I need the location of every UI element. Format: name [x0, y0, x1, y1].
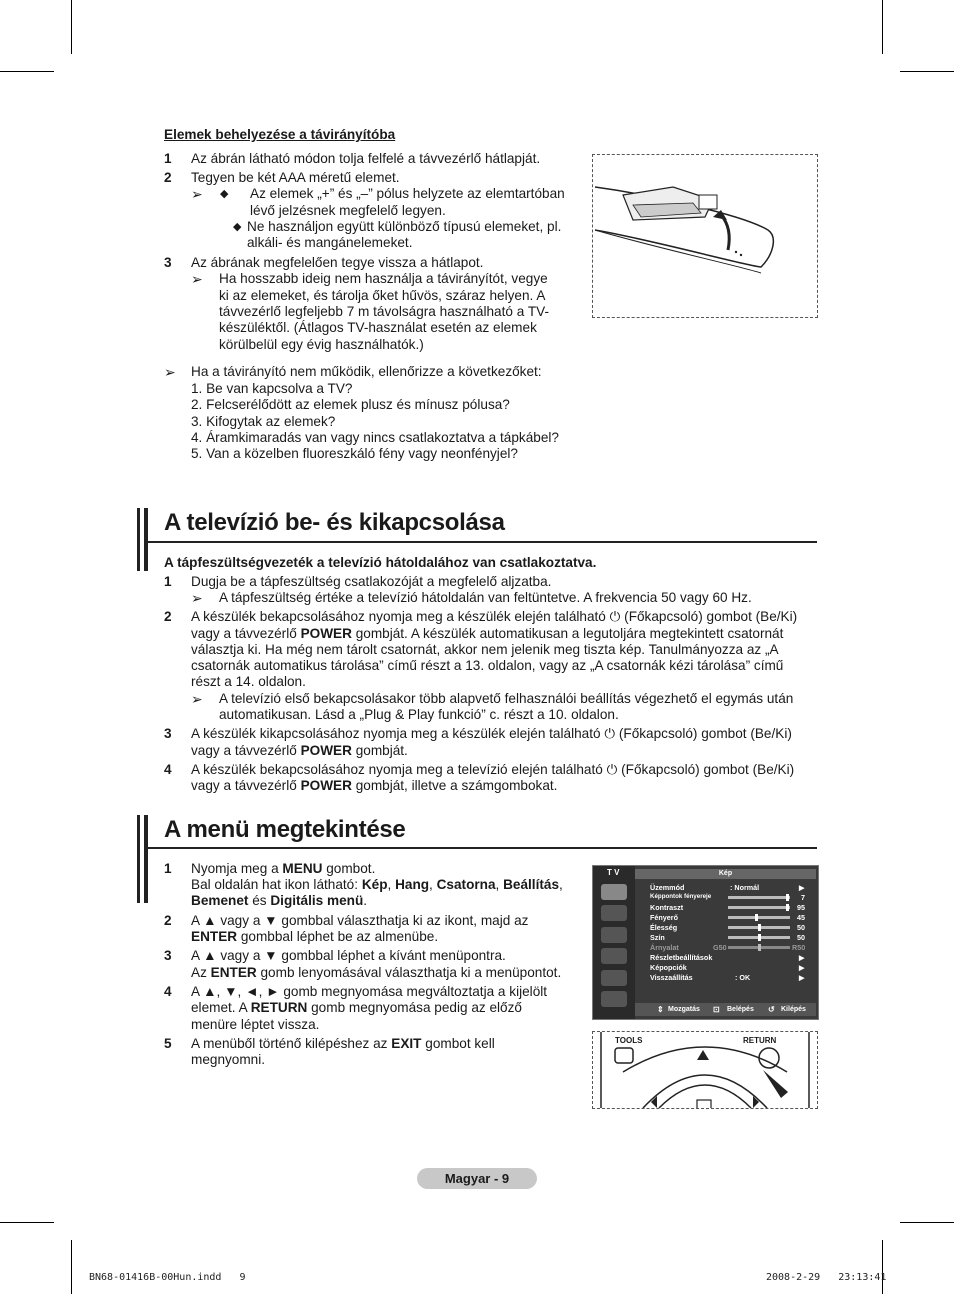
channel-icon [601, 927, 627, 943]
step-number: 2 [164, 913, 172, 928]
step-number: 3 [164, 948, 172, 963]
crop-mark [0, 1222, 54, 1223]
note-arrow-icon: ➢ [164, 364, 176, 380]
note-line: Ha hosszabb ideig nem használja a távirányítót, vegye [219, 271, 548, 286]
step-text: választja ki. Ha még nem tárolt csatornát, akkor nem jelenik meg tiszta kép. Tanulmányozza az „A [191, 642, 779, 657]
step-number: 3 [164, 255, 172, 270]
note-line: A tápfeszültség értéke a televízió hátoldalán van feltüntetve. A frekvencia 50 vagy 60 Hz. [219, 590, 752, 605]
tv-menu-screenshot [592, 865, 819, 1020]
tint-r-value: R50 [792, 943, 806, 952]
step-text: Tegyen be két AAA méretű elemet. [191, 170, 400, 185]
heading-bar [137, 508, 140, 571]
note-arrow-icon: ➢ [191, 271, 203, 287]
picture-icon [601, 884, 627, 900]
slider [728, 896, 790, 899]
note-line: A televízió első bekapcsolásakor több alapvető felhasználói beállítás végezhető el egymás után [219, 691, 794, 706]
chevron-right-icon: ▶ [799, 973, 805, 982]
enter-label: Belépés [727, 1006, 754, 1013]
tv-label: T V [607, 868, 620, 877]
step-text: Dugja be a tápfeszültség csatlakozóját a megfelelő aljzatba. [191, 574, 552, 589]
note-line: távvezérlő legfeljebb 7 m távolságra használható a TV- [219, 304, 549, 319]
setup-icon [601, 948, 627, 964]
step-text: A ▲ vagy a ▼ gombbal választhatja ki az ikont, majd az [191, 913, 529, 928]
check-item: 3. Kifogytak az elemek? [191, 414, 336, 429]
footer-file: BN68-01416B-00Hun.indd 9 [89, 1272, 246, 1283]
input-icon [601, 970, 627, 986]
crop-mark [882, 0, 883, 54]
step-text: vagy a távvezérlő POWER gombját. A készülék automatikusan a legutoljára megtekintett csatornát [191, 626, 784, 641]
slider [728, 906, 790, 909]
tools-label: TOOLS [615, 1036, 643, 1045]
tint-g-value: G50 [713, 943, 727, 952]
heading-rule [148, 541, 817, 543]
step-text: A készülék bekapcsolásához nyomja meg a készülék elején található ⏻ (Főkapcsoló) gombot (Be/Ki) [191, 609, 798, 624]
remote-battery-illustration [592, 154, 818, 318]
step-number: 4 [164, 984, 172, 999]
menu-row-mode: Üzemmód [650, 883, 685, 892]
bullet-text: Ne használjon együtt különböző típusú elemeket, pl. [247, 219, 562, 234]
step-text: A készülék kikapcsolásához nyomja meg a készülék elején található ⏻ (Főkapcsoló) gombot (Be/Ki) [191, 726, 792, 741]
return-label: RETURN [743, 1036, 777, 1045]
step-number: 1 [164, 861, 172, 876]
check-item: 2. Felcserélődött az elemek plusz és mínusz pólusa? [191, 397, 510, 412]
row-value: 7 [801, 893, 805, 902]
heading-bar [137, 815, 140, 903]
menu-row-color: Szín [650, 933, 665, 942]
step-text: csatornák automatikus tárolása” című részt a 13. oldalon, vagy az „A csatornák kézi tárolása” című [191, 658, 784, 673]
menu-row-tint: Árnyalat [650, 943, 679, 952]
page-number-badge: Magyar - 9 [417, 1168, 537, 1189]
menu-row-reset: Visszaállítás [650, 973, 693, 982]
step-number: 4 [164, 762, 172, 777]
step-number: 1 [164, 574, 172, 589]
slider-knob [786, 894, 789, 901]
step-text: megnyomni. [191, 1052, 266, 1067]
note-arrow-icon: ➢ [191, 691, 203, 707]
return-icon: ↺ [768, 1005, 775, 1014]
slider [728, 926, 790, 929]
sound-icon [601, 905, 627, 921]
crop-mark [71, 1240, 72, 1294]
step-text: Az ábrának megfelelően tegye vissza a hátlapot. [191, 255, 484, 270]
step-text: Az ENTER gomb lenyomásával választhatja ki a menüpontot. [191, 965, 562, 980]
section-title-power: A televízió be- és kikapcsolása [164, 509, 505, 536]
step-number: 1 [164, 151, 172, 166]
crop-mark [71, 0, 72, 54]
step-text: Bemenet és Digitális menü. [191, 893, 368, 908]
step-text: A ▲ vagy a ▼ gombbal léphet a kívánt menüpontra. [191, 948, 506, 963]
bullet-text: lévő jelzésnek megfelelő legyen. [250, 203, 446, 218]
menu-row-brightness: Fényerő [650, 913, 678, 922]
row-value: 50 [797, 923, 805, 932]
footer-date: 2008-2-29 23:13:41 [766, 1272, 887, 1283]
step-text: vagy a távvezérlő POWER gombját, illetve a számgombokat. [191, 778, 558, 793]
menu-row-cell-light: Képpontok fényereje [650, 893, 712, 900]
step-text: részt a 14. oldalon. [191, 674, 306, 689]
step-text: A ▲, ▼, ◄, ► gomb megnyomása megváltoztatja a kijelölt [191, 984, 548, 999]
slider [728, 916, 790, 919]
step-number: 2 [164, 609, 172, 624]
menu-row-detailed: Részletbeállítások [650, 953, 713, 962]
menu-row-sharpness: Élesség [650, 923, 678, 932]
nav-label: Mozgatás [668, 1006, 700, 1013]
diamond-bullet-icon: ◆ [220, 188, 229, 200]
slider [728, 946, 790, 949]
slider-knob [758, 934, 761, 941]
heading-rule [148, 847, 817, 849]
crop-mark [882, 1240, 883, 1294]
bullet-text: Az elemek „+” és „–” pólus helyzete az elemtartóban [250, 186, 565, 201]
exit-label: Kilépés [781, 1006, 806, 1013]
step-text: Bal oldalán hat ikon látható: Kép, Hang, Csatorna, Beállítás, [191, 877, 563, 892]
step-text: vagy a távvezérlő POWER gombját. [191, 743, 408, 758]
check-item: 4. Áramkimaradás van vagy nincs csatlakoztatva a tápkábel? [191, 430, 559, 445]
step-text: Az ábrán látható módon tolja felfelé a távvezérlő hátlapját. [191, 151, 541, 166]
reset-value: : OK [735, 973, 751, 982]
subtitle: A tápfeszültségvezeték a televízió hátoldalához van csatlakoztatva. [164, 555, 597, 570]
mode-value: : Normál [730, 883, 760, 892]
slider-knob [758, 944, 761, 951]
slider-knob [786, 904, 789, 911]
digital-menu-icon [601, 991, 627, 1007]
step-text: A készülék bekapcsolásához nyomja meg a televízió elején található ⏻ (Főkapcsoló) gombot (Be/Ki) [191, 762, 795, 777]
step-number: 2 [164, 170, 172, 185]
check-item: 5. Van a közelben fluoreszkáló fény vagy neonfényjel? [191, 446, 518, 461]
remote-buttons-illustration [592, 1031, 818, 1109]
step-text: A menüből történő kilépéshez az EXIT gombot kell [191, 1036, 495, 1051]
heading-bar [144, 815, 148, 903]
note-line: készüléktől. (Átlagos TV-használat esetén az elemek [219, 320, 537, 335]
chevron-right-icon: ▶ [799, 883, 805, 892]
row-value: 95 [797, 903, 805, 912]
chevron-right-icon: ▶ [799, 963, 805, 972]
note-arrow-icon: ➢ [191, 590, 203, 606]
note-line: körülbelül egy évig használhatók.) [219, 337, 424, 352]
menu-row-contrast: Kontraszt [650, 903, 684, 912]
crop-mark [0, 71, 54, 72]
menu-footer [635, 1003, 816, 1016]
diamond-bullet-icon: ◆ [233, 221, 242, 233]
note-line: automatikusan. Lásd a „Plug & Play funkció” c. részt a 10. oldalon. [219, 707, 619, 722]
step-text: menüre léptet vissza. [191, 1017, 320, 1032]
row-value: 50 [797, 933, 805, 942]
step-text: Nyomja meg a MENU gombot. [191, 861, 376, 876]
menu-title: Kép [635, 869, 816, 879]
section-title-menu: A menü megtekintése [164, 816, 406, 843]
slider [728, 936, 790, 939]
check-intro: Ha a távirányító nem működik, ellenőrizze a következőket: [191, 364, 542, 379]
step-text: elemet. A RETURN gomb megnyomása pedig az előző [191, 1000, 522, 1015]
step-number: 3 [164, 726, 172, 741]
slider-knob [758, 924, 761, 931]
remote-drawing [593, 155, 817, 317]
crop-mark [900, 1222, 954, 1223]
row-value: 45 [797, 913, 805, 922]
step-text: ENTER gombbal léphet be az almenübe. [191, 929, 439, 944]
menu-row-options: Képopciók [650, 963, 687, 972]
slider-knob [755, 914, 758, 921]
crop-mark [900, 71, 954, 72]
note-arrow-icon: ➢ [191, 186, 203, 202]
heading-bar [144, 508, 148, 571]
updown-icon: ⇕ [657, 1005, 664, 1014]
check-item: 1. Be van kapcsolva a TV? [191, 381, 353, 396]
note-line: ki az elemeket, és tárolja őket hűvös, száraz helyen. A [219, 288, 546, 303]
step-number: 5 [164, 1036, 172, 1051]
bullet-text: alkáli- és mangánelemeket. [247, 235, 413, 250]
enter-icon: ⊡ [713, 1005, 720, 1014]
battery-heading: Elemek behelyezése a távirányítóba [164, 127, 396, 142]
chevron-right-icon: ▶ [799, 953, 805, 962]
